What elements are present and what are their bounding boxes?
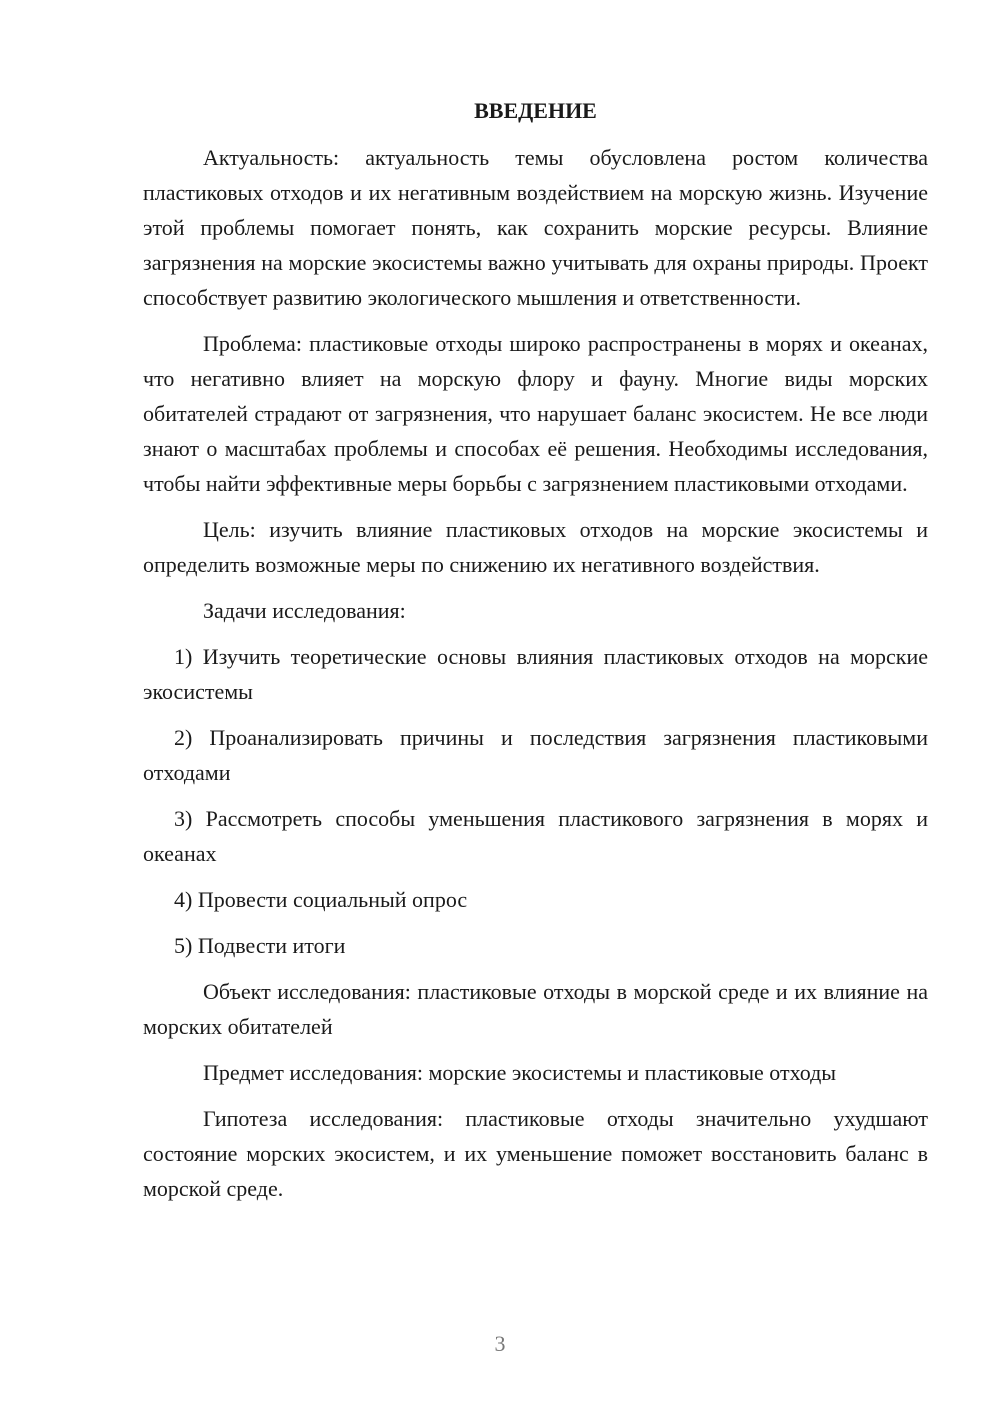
task-item-4: 4) Провести социальный опрос (174, 887, 468, 912)
problem-paragraph: Проблема: пластиковые отходы широко распространены в морях и океанах, что негативно влияет на морскую флору и фауну. Многие виды морских обитателей страдают от загрязнения, что нарушает баланс экосистем. Не все люди знают о масштабах проблемы и способах её решения. Необходимы исследования, чтобы найти эффективные меры борьбы с загрязнением пластиковыми отходами. (143, 331, 928, 496)
task-item-1: 1) Изучить теоретические основы влияния пластиковых отходов на морские экосистемы (143, 644, 928, 704)
task-item-2: 2) Проанализировать причины и последствия загрязнения пластиковыми отходами (143, 725, 928, 785)
hypothesis-paragraph: Гипотеза исследования: пластиковые отходы значительно ухудшают состояние морских экосистем, и их уменьшение поможет восстановить баланс в морской среде. (143, 1106, 928, 1201)
research-object-paragraph: Объект исследования: пластиковые отходы в морской среде и их влияние на морских обитателей (143, 979, 928, 1039)
task-item-5: 5) Подвести итоги (174, 933, 346, 958)
goal-paragraph: Цель: изучить влияние пластиковых отходов на морские экосистемы и определить возможные меры по снижению их негативного воздействия. (143, 517, 928, 577)
relevance-paragraph: Актуальность: актуальность темы обусловлена ростом количества пластиковых отходов и их негативным воздействием на морскую жизнь. Изучение этой проблемы помогает понять, как сохранить морские ресурсы. Влияние загрязнения на морские экосистемы важно учитывать для охраны природы. Проект способствует развитию экологического мышления и ответственности. (143, 145, 928, 310)
document-page (143, 96, 928, 1217)
research-subject-paragraph: Предмет исследования: морские экосистемы и пластиковые отходы (203, 1060, 837, 1085)
tasks-heading: Задачи исследования: (203, 598, 406, 623)
section-title: ВВЕДЕНИЕ (474, 98, 597, 123)
page-number: 3 (494, 1331, 506, 1356)
task-item-3: 3) Рассмотреть способы уменьшения пластикового загрязнения в морях и океанах (143, 806, 928, 866)
